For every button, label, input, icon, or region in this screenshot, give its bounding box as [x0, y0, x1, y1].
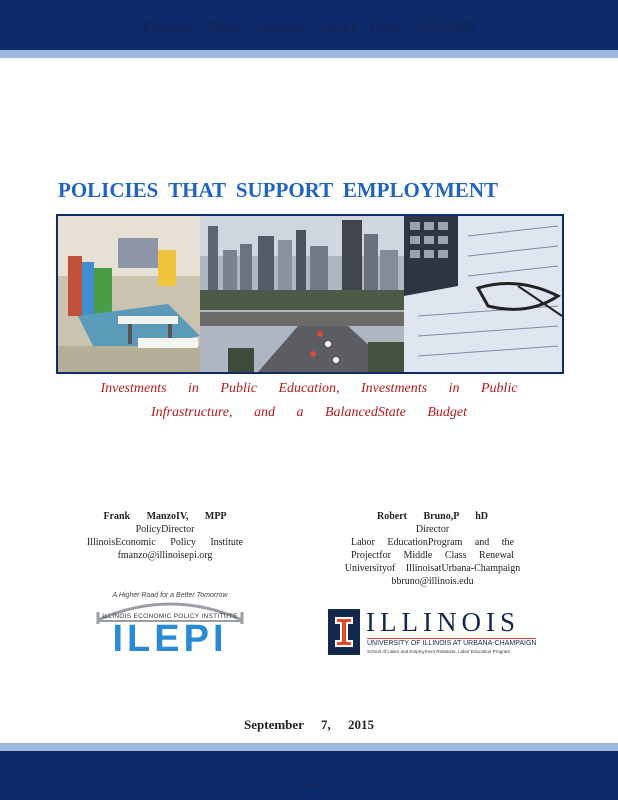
author-title: Director: [415, 524, 450, 535]
title-word: THAT: [168, 178, 227, 202]
ilepi-logo: [94, 590, 246, 660]
block-i-icon: [328, 609, 360, 655]
top-stripe: [0, 50, 618, 58]
calculator-spreadsheet-photo: [404, 216, 562, 372]
publication-date: September 7, 2015: [244, 717, 374, 732]
author-name: Robert Bruno,P hD: [376, 511, 489, 522]
author-org-line: Projectfor Middle Class Renewal: [350, 550, 515, 561]
title-word: SUPPORT: [235, 178, 334, 202]
title-word: EMPLOYMENT: [342, 178, 498, 202]
title-word: POLICIES: [58, 178, 159, 202]
author-email[interactable]: bbruno@illinois.edu: [391, 576, 474, 587]
author-email[interactable]: fmanzo@illinoisepi.org: [117, 550, 213, 561]
bottom-banner: [0, 751, 618, 800]
author-block-bruno: [330, 510, 535, 588]
page-marker: [301, 784, 317, 785]
illinois-logo: [328, 609, 550, 657]
illinois-wordmark: ILLINOIS: [366, 607, 520, 637]
subtitle-line-1: Investments in Public Education, Investments in Public: [100, 381, 518, 396]
cover-photo-collage: [56, 214, 564, 374]
author-org-line: Labor EducationProgram and the: [350, 537, 514, 548]
bottom-stripe: [0, 743, 618, 751]
ilepi-org-name: ILLINOIS ECONOMIC POLICY INSTITUTE: [102, 613, 238, 620]
filing-stamp: Electronic Filing: Received, Clerk's Office 01/21/2025: [142, 20, 476, 34]
ilepi-tagline: A Higher Road for a Better Tomorrow: [112, 592, 228, 599]
author-block-manzo: [60, 510, 270, 562]
illinois-university-line: UNIVERSITY OF ILLINOIS AT URBANA-CHAMPAIGN: [367, 640, 537, 647]
classroom-photo: [58, 216, 200, 372]
author-org: IllinoisEconomic Policy Institute: [86, 537, 244, 548]
ilepi-wordmark: ILEPI: [112, 618, 228, 660]
page-title: [58, 178, 498, 203]
illinois-school-line: School of Labor and Employment Relations, Labor Education Program: [367, 649, 511, 654]
author-org-line: Universityof IllinoisatUrbana-Champaign: [344, 563, 521, 574]
author-title: PolicyDirector: [135, 524, 195, 535]
subtitle-line-2: Infrastructure, and a BalancedState Budget: [150, 405, 468, 420]
author-name: Frank ManzoIV, MPP: [103, 511, 227, 522]
city-highway-photo: [200, 216, 404, 372]
